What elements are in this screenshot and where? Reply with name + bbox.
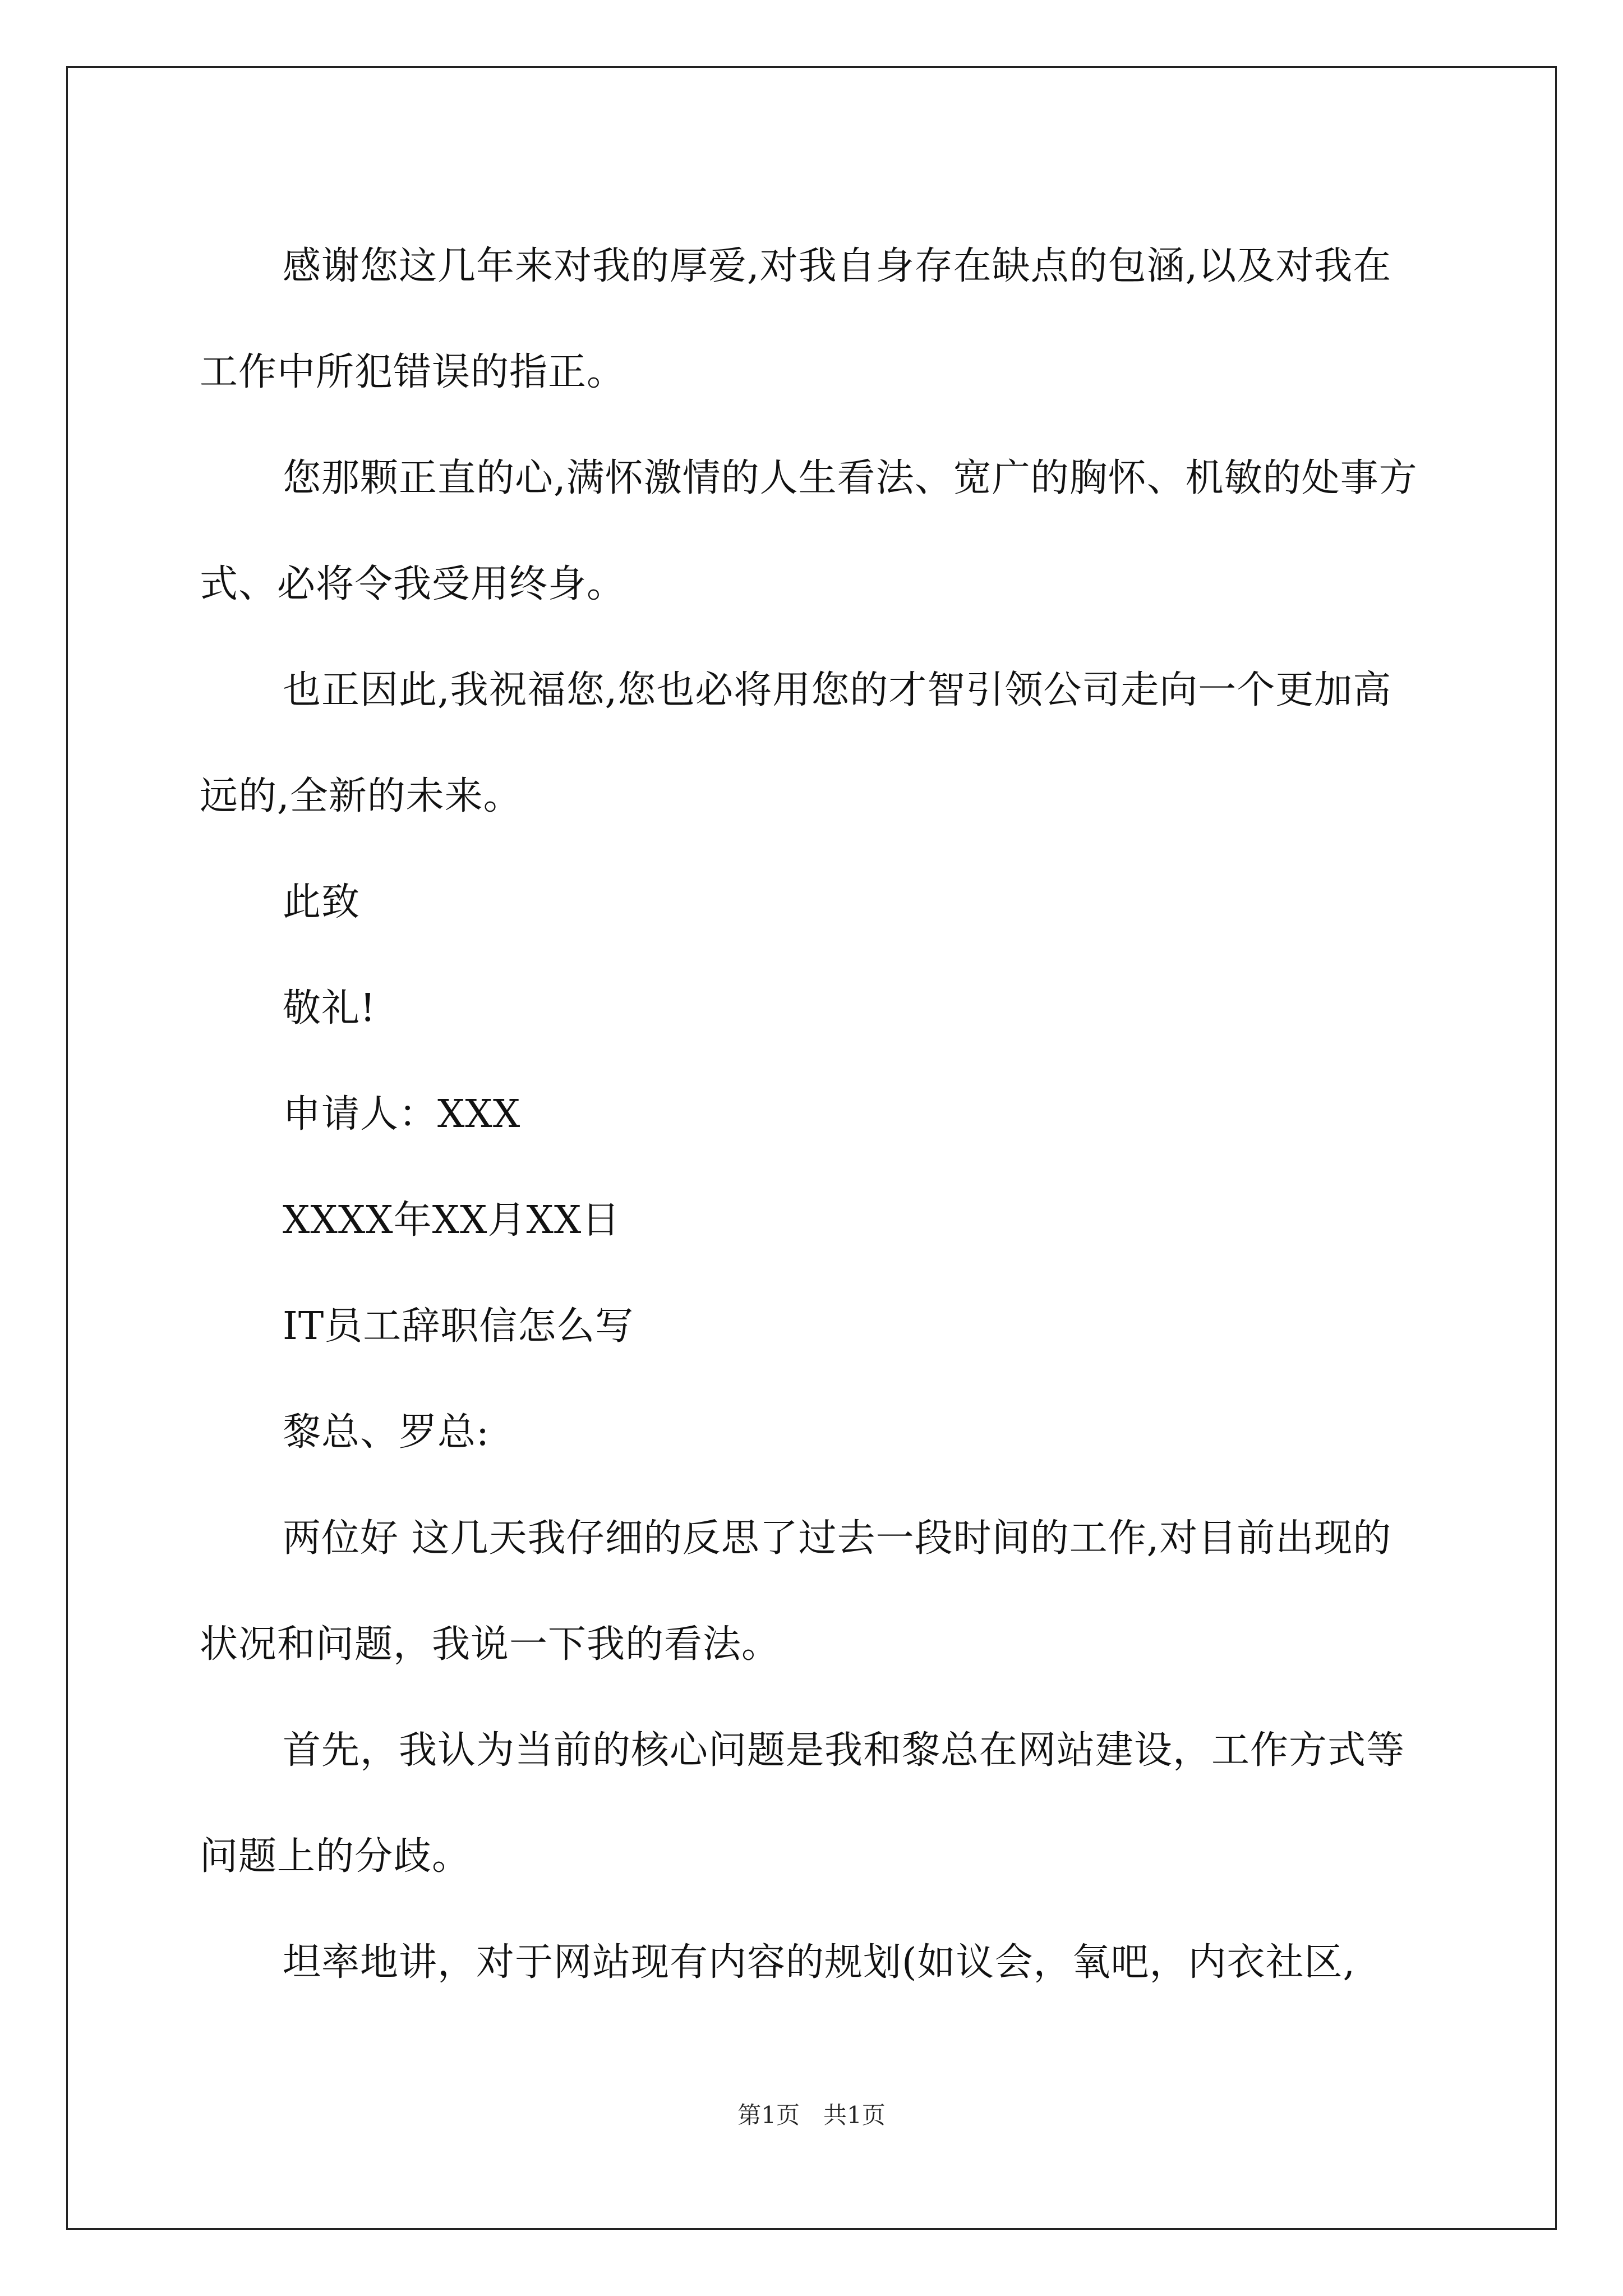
paragraph: 坦率地讲，对于网站现有内容的规划(如议会，氧吧，内衣社区, bbox=[283, 1940, 1356, 1985]
paragraph: 您那颗正直的心,满怀激情的人生看法、宽广的胸怀、机敏的处事方式、必将令我受用终身。 bbox=[200, 456, 1418, 606]
page-footer: 第1页 共1页 bbox=[737, 2101, 886, 2129]
closing-regards: 敬礼! bbox=[283, 986, 376, 1030]
applicant-line: 申请人：XXX bbox=[283, 1092, 521, 1137]
paragraph: 两位好 这几天我仔细的反思了过去一段时间的工作,对目前出现的状况和问题，我说一下我的看法。 bbox=[200, 1516, 1392, 1667]
paragraph: 感谢您这几年来对我的厚爱,对我自身存在缺点的包涵,以及对我在工作中所犯错误的指正。 bbox=[200, 244, 1392, 394]
salutation: 黎总、罗总: bbox=[283, 1410, 490, 1455]
document-body bbox=[200, 213, 1422, 2016]
date-line: XXXX年XX月XX日 bbox=[283, 1198, 621, 1243]
closing-salutation: 此致 bbox=[283, 880, 361, 924]
paragraph: 也正因此,我祝福您,您也必将用您的才智引领公司走向一个更加高远的,全新的未来。 bbox=[200, 668, 1392, 818]
paragraph: 首先，我认为当前的核心问题是我和黎总在网站建设，工作方式等问题上的分歧。 bbox=[200, 1728, 1405, 1879]
section-title: IT员工辞职信怎么写 bbox=[283, 1304, 634, 1349]
